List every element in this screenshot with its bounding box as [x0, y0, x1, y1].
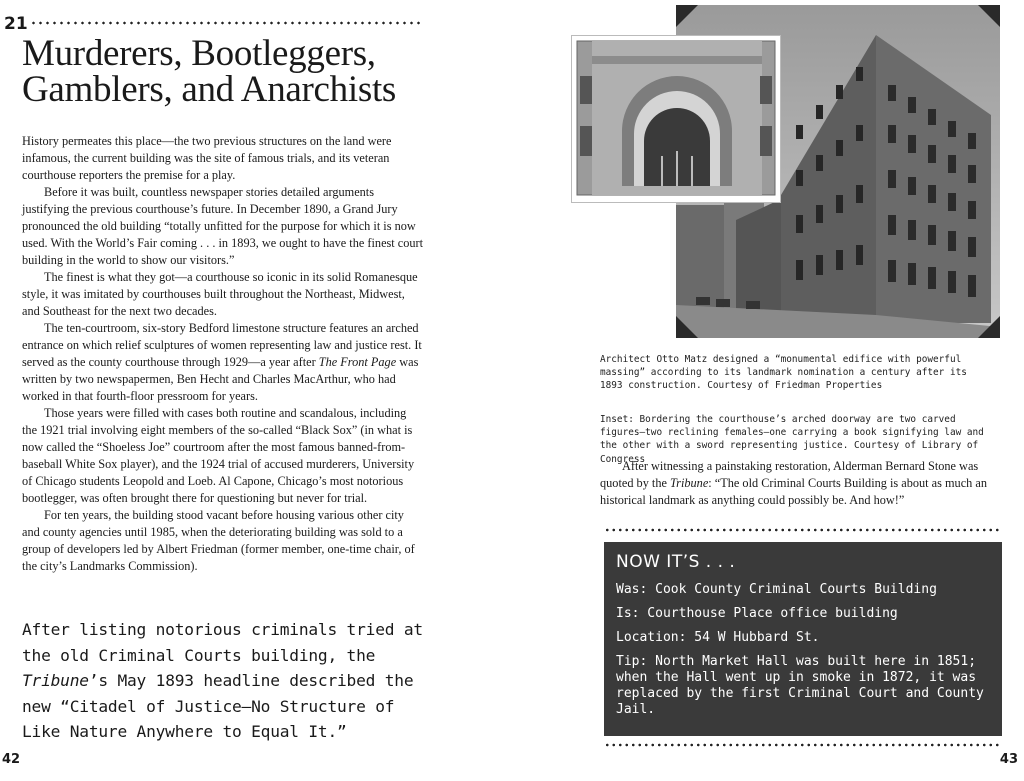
pull-quote: [22, 617, 432, 745]
doorway-inset-photo: [572, 36, 780, 202]
paragraph-3: The finest is what they got—a courthouse so iconic in its solid Romanesque style, it was imitated by courthouses built throughout the Northeast, Midwest, and Southeast for the next two decades.: [22, 270, 418, 318]
pull-quote-tribune: Tribune: [22, 671, 89, 690]
title-line-2: Gamblers, and Anarchists: [22, 69, 397, 110]
was-line: Was: Cook County Criminal Courts Building: [616, 582, 937, 597]
dotted-rule-top: [30, 21, 422, 25]
chapter-title: [22, 33, 442, 110]
is-line: Is: Courthouse Place office building: [616, 606, 898, 621]
caption-inset-photo: Inset: Bordering the courthouse’s arched doorway are two carved figures—two reclining females—one carrying a book signifying law and the other with a sword representing justice. Courtesy of Library of Congress: [600, 414, 984, 465]
entry-number: 21: [4, 14, 28, 34]
dotted-rule-bottom: [604, 743, 1002, 747]
right-paragraph-part-a: After witnessing a painstaking restoration, Alderman Bernard Stone was quoted by the: [600, 459, 979, 490]
doorway-inset-art: [572, 36, 780, 202]
caption-main-photo: Architect Otto Matz designed a “monumental edifice with powerful massing” according to its landmark nomination a century after its 1893 construction. Courtesy of Friedman Properties: [600, 354, 967, 392]
location-line: Location: 54 W Hubbard St.: [616, 630, 820, 645]
right-paragraph-tribune: Tribune: [670, 476, 709, 490]
right-paragraph-part-b: : “The old Criminal Courts Building is about as much an historical landmark as anything could possibly be. And how!”: [600, 476, 987, 507]
pull-quote-part-b: ’s May 1893 headline described the new “Citadel of Justice—No Structure of Like Nature Anywhere to Equal It.”: [22, 671, 414, 741]
dotted-rule-middle: [604, 528, 1002, 532]
page-number-left: 42: [2, 752, 21, 767]
paragraph-1: History permeates this place—the two previous structures on the land were infamous, the current building was the site of famous trials, and its veteran courthouse reporters the premise for a play.: [22, 134, 392, 182]
now-its-title: NOW IT’S . . .: [616, 552, 736, 572]
page-number-right: 43: [999, 752, 1018, 767]
pull-quote-part-a: After listing notorious criminals tried at the old Criminal Courts building, the: [22, 620, 423, 665]
now-its-box: [604, 542, 1002, 736]
right-body-text: [600, 458, 990, 509]
paragraph-4-part-a: The ten-courtroom, six-story Bedford limestone structure features an arched entrance on which relief sculptures of women representing law and justice rest. It served as the county courthouse through 1929—a year after: [22, 321, 422, 369]
paragraph-6: For ten years, the building stood vacant before housing various other city and county agencies until 1985, when the deteriorating building was sold to a group of developers led by Albert Friedman (former member, one-time chair, of the city’s Landmarks Commission).: [22, 508, 415, 573]
tip-line: Tip: North Market Hall was built here in 1851; when the Hall went up in smoke in 1872, it was replaced by the first Criminal Court and County Jail.: [616, 654, 984, 717]
paragraph-4-part-b: was written by two newspapermen, Ben Hecht and Charles MacArthur, who had worked in that fourth-floor pressroom for years.: [22, 355, 419, 403]
front-page-title: The Front Page: [318, 355, 397, 369]
title-line-1: Murderers, Bootleggers,: [22, 33, 376, 74]
body-text: [22, 133, 424, 575]
right-paragraph: [600, 458, 990, 509]
paragraph-2: Before it was built, countless newspaper stories detailed arguments justifying the previous courthouse’s future. In December 1890, a Grand Jury pronounced the old building “totally unfitted for the purpose for which it is now used. With the World’s Fair coming . . . in 1893, we ought to have the finest court building in the world to show our visitors.”: [22, 185, 424, 267]
paragraph-4: [22, 320, 424, 405]
paragraph-5: Those years were filled with cases both routine and scandalous, including the 1921 trial involving eight members of the so-called “Black Sox” (in what is now called the “Shoeless Joe” courtroom after the most famous banned-from-baseball White Sox player), and the 1924 trial of accused murderers, University of Chicago students Leopold and Loeb. Al Capone, Chicago’s most notorious bootlegger, was often brought there for questioning but never for trial.: [22, 406, 415, 505]
